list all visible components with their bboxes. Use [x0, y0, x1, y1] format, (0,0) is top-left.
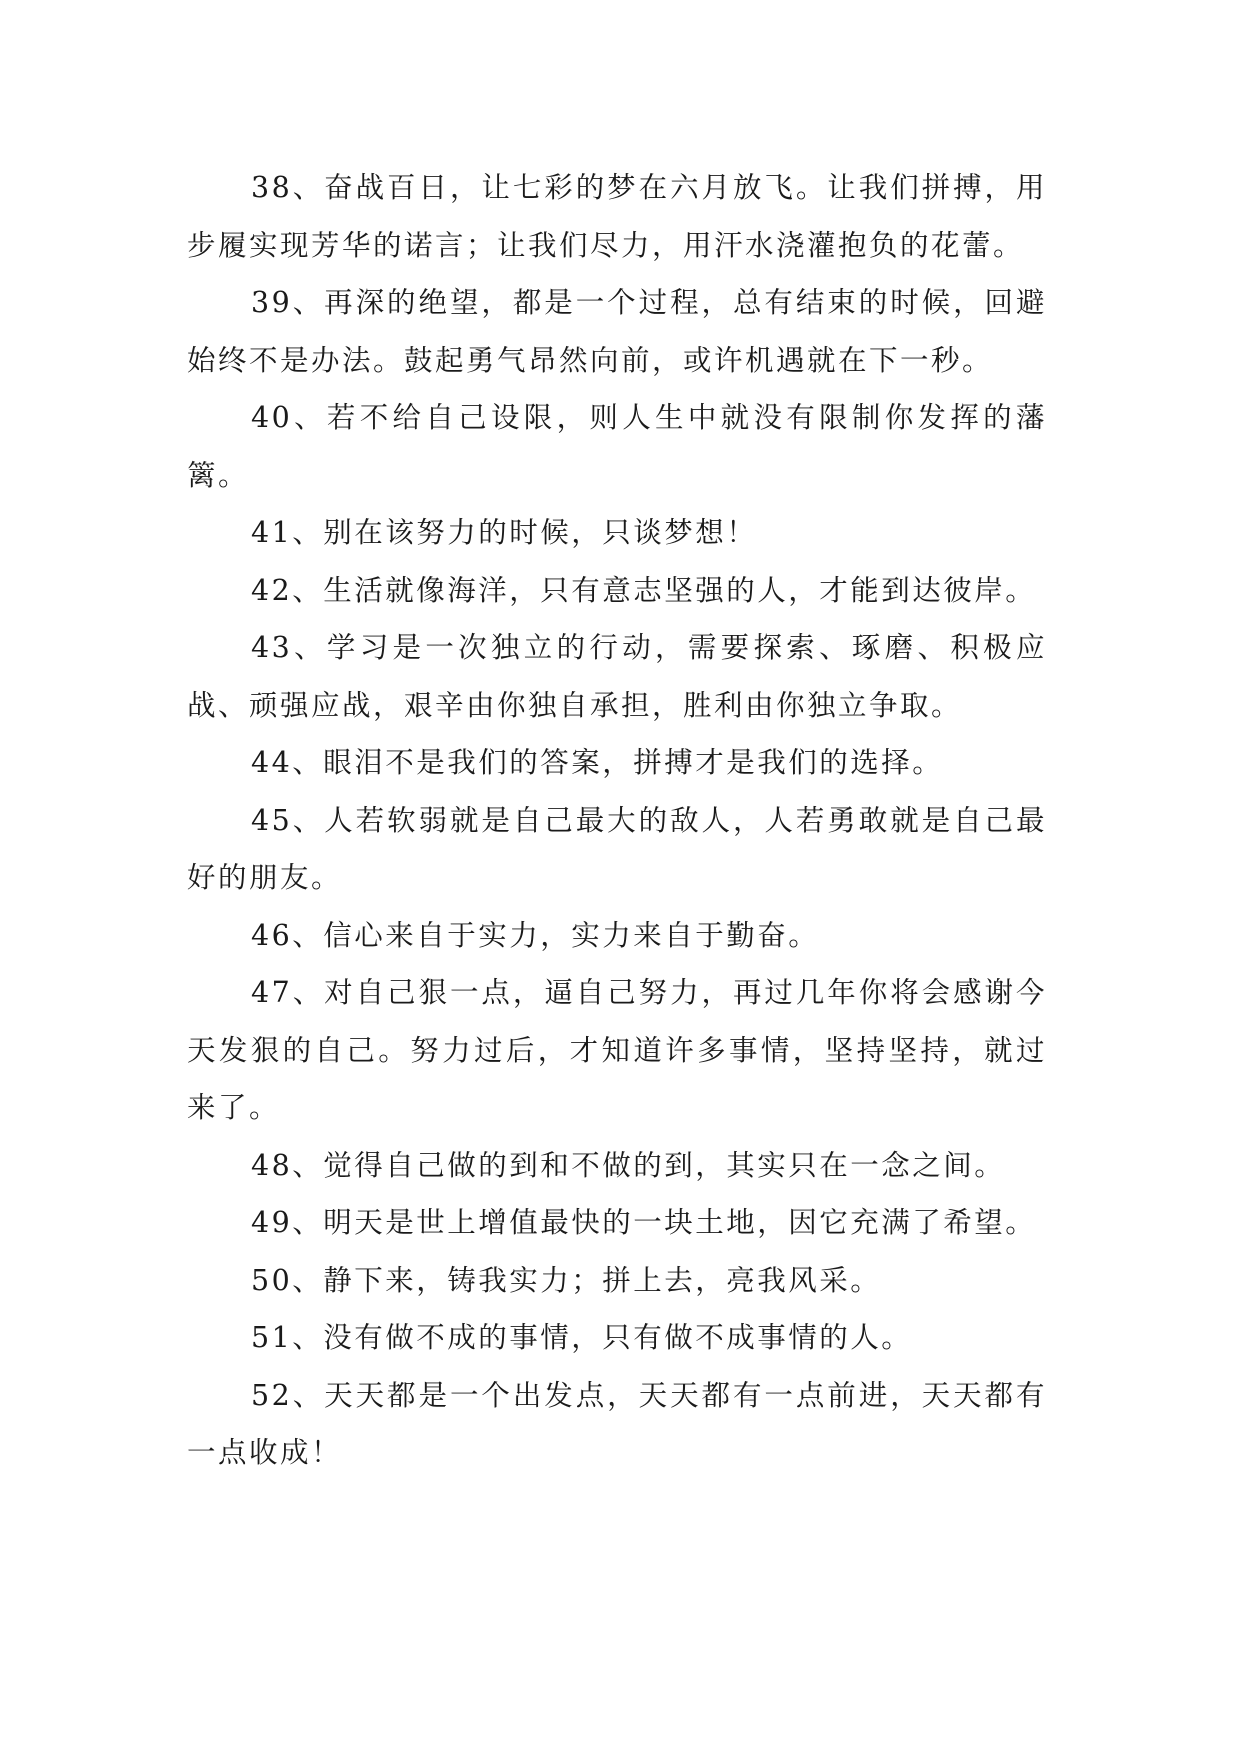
paragraph-39: 39、再深的绝望，都是一个过程，总有结束的时候，回避始终不是办法。鼓起勇气昂然向前，或许机遇就在下一秒。	[187, 286, 1047, 377]
paragraph-44: 44、眼泪不是我们的答案，拼搏才是我们的选择。	[251, 746, 944, 779]
paragraph-40: 40、若不给自己设限，则人生中就没有限制你发挥的藩篱。	[187, 401, 1047, 492]
paragraph-43: 43、学习是一次独立的行动，需要探索、琢磨、积极应战、顽强应战，艰辛由你独自承担，胜利由你独立争取。	[187, 631, 1047, 722]
paragraph-42: 42、生活就像海洋，只有意志坚强的人，才能到达彼岸。	[251, 573, 1037, 607]
paragraph-49: 49、明天是世上增值最快的一块土地，因它充满了希望。	[251, 1206, 1037, 1239]
paragraph-45: 45、人若软弱就是自己最大的敌人，人若勇敢就是自己最好的朋友。	[187, 803, 1047, 894]
paragraph-52: 52、天天都是一个出发点，天天都有一点前进，天天都有一点收成！	[187, 1378, 1047, 1469]
paragraph-51: 51、没有做不成的事情，只有做不成事情的人。	[251, 1321, 913, 1354]
document-body	[187, 159, 1047, 1482]
paragraph-46: 46、信心来自于实力，实力来自于勤奋。	[251, 918, 820, 952]
paragraph-41: 41、别在该努力的时候，只谈梦想！	[251, 516, 758, 549]
paragraph-38: 38、奋战百日，让七彩的梦在六月放飞。让我们拼搏，用步履实现芳华的诺言；让我们尽力，用汗水浇灌抱负的花蕾。	[187, 171, 1047, 262]
paragraph-50: 50、静下来，铸我实力；拼上去，亮我风采。	[251, 1263, 882, 1297]
paragraph-47: 47、对自己狠一点，逼自己努力，再过几年你将会感谢今天发狠的自己。努力过后，才知道许多事情，坚持坚持，就过来了。	[187, 976, 1047, 1124]
paragraph-48: 48、觉得自己做的到和不做的到，其实只在一念之间。	[251, 1148, 1006, 1182]
